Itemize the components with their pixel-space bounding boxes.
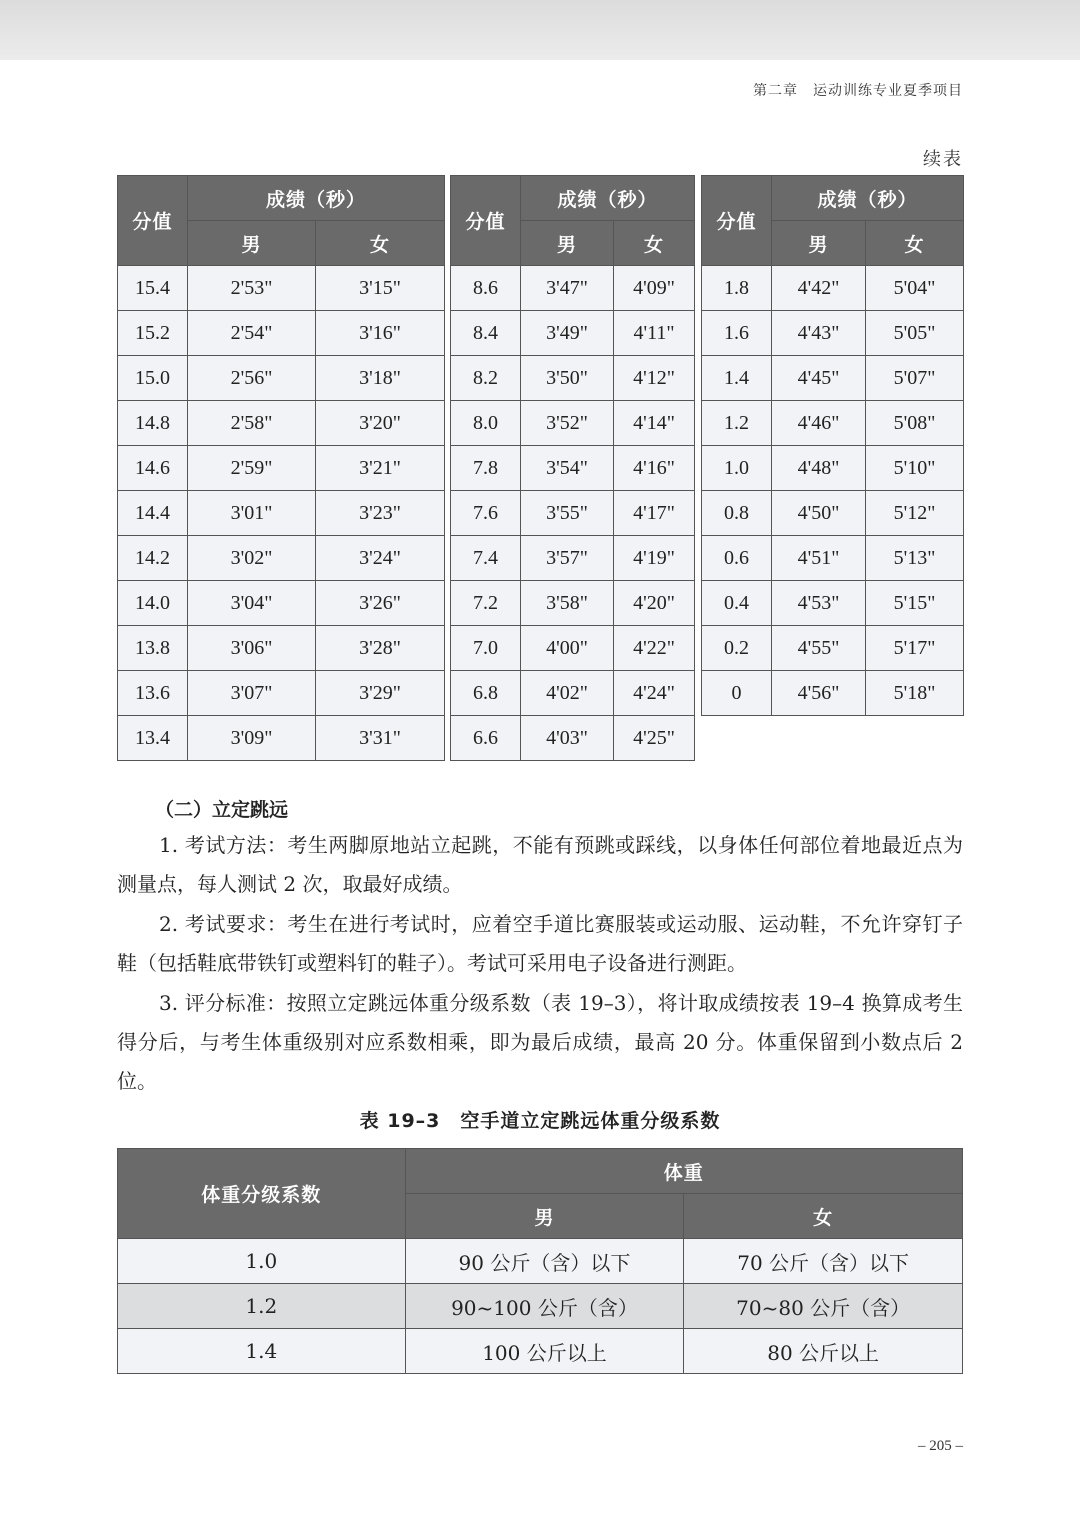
male-time-cell: 3'57" bbox=[521, 536, 614, 581]
male-time-cell: 4'55" bbox=[772, 626, 866, 671]
female-time-cell: 5'07" bbox=[866, 356, 964, 401]
female-time-cell: 4'12" bbox=[614, 356, 695, 401]
score-header: 分值 bbox=[702, 176, 772, 266]
table-row bbox=[451, 626, 695, 671]
male-time-cell: 3'02" bbox=[188, 536, 316, 581]
male-time-cell: 3'55" bbox=[521, 491, 614, 536]
female-time-cell: 3'15" bbox=[316, 266, 445, 311]
female-time-cell: 3'23" bbox=[316, 491, 445, 536]
female-time-cell: 5'05" bbox=[866, 311, 964, 356]
female-time-cell: 3'31" bbox=[316, 716, 445, 761]
score-cell: 1.2 bbox=[702, 401, 772, 446]
score-cell: 14.4 bbox=[118, 491, 188, 536]
page-top-shade bbox=[0, 0, 1080, 60]
score-cell: 7.6 bbox=[451, 491, 521, 536]
page-number: – 205 – bbox=[918, 1438, 963, 1454]
female-time-cell: 3'28" bbox=[316, 626, 445, 671]
female-header: 女 bbox=[866, 221, 964, 266]
score-cell: 8.4 bbox=[451, 311, 521, 356]
score-cell: 0.2 bbox=[702, 626, 772, 671]
female-time-cell: 5'04" bbox=[866, 266, 964, 311]
male-time-cell: 2'54" bbox=[188, 311, 316, 356]
female-time-cell: 4'19" bbox=[614, 536, 695, 581]
section-title: （二）立定跳远 bbox=[155, 799, 289, 821]
male-time-cell: 4'56" bbox=[772, 671, 866, 716]
score-table-2 bbox=[450, 175, 695, 761]
male-time-cell: 4'43" bbox=[772, 311, 866, 356]
paragraph-scoring: 3. 评分标准：按照立定跳远体重分级系数（表 19–3），将计取成绩按表 19–4 换算成考生得分后，与考生体重级别对应系数相乘，即为最后成绩，最高 20 分。体重保留到小数点后 2 位。 bbox=[117, 991, 963, 1093]
table-row bbox=[451, 581, 695, 626]
male-time-cell: 3'50" bbox=[521, 356, 614, 401]
male-time-cell: 4'00" bbox=[521, 626, 614, 671]
male-header: 男 bbox=[188, 221, 316, 266]
table-row bbox=[118, 536, 445, 581]
female-time-cell: 4'25" bbox=[614, 716, 695, 761]
score-cell: 14.8 bbox=[118, 401, 188, 446]
table-row bbox=[702, 536, 964, 581]
male-header: 男 bbox=[521, 221, 614, 266]
male-weight-cell: 100 公斤以上 bbox=[405, 1329, 684, 1374]
male-header: 男 bbox=[405, 1194, 684, 1239]
table-row bbox=[702, 356, 964, 401]
coefficient-cell: 1.0 bbox=[118, 1239, 406, 1284]
score-cell: 8.0 bbox=[451, 401, 521, 446]
table-row bbox=[451, 716, 695, 761]
female-time-cell: 3'18" bbox=[316, 356, 445, 401]
table-row bbox=[118, 1239, 963, 1284]
score-cell: 0.8 bbox=[702, 491, 772, 536]
male-header: 男 bbox=[772, 221, 866, 266]
coefficient-cell: 1.2 bbox=[118, 1284, 406, 1329]
score-cell: 1.4 bbox=[702, 356, 772, 401]
table-row bbox=[118, 581, 445, 626]
score-cell: 14.6 bbox=[118, 446, 188, 491]
score-cell: 1.6 bbox=[702, 311, 772, 356]
score-table-3 bbox=[701, 175, 964, 716]
male-time-cell: 3'04" bbox=[188, 581, 316, 626]
table-row bbox=[451, 311, 695, 356]
score-cell: 7.8 bbox=[451, 446, 521, 491]
male-time-cell: 4'45" bbox=[772, 356, 866, 401]
continued-label: 续表 bbox=[923, 149, 963, 170]
male-time-cell: 3'01" bbox=[188, 491, 316, 536]
female-weight-cell: 80 公斤以上 bbox=[684, 1329, 963, 1374]
female-weight-cell: 70~80 公斤（含） bbox=[684, 1284, 963, 1329]
table-row bbox=[118, 1284, 963, 1329]
male-time-cell: 3'54" bbox=[521, 446, 614, 491]
female-time-cell: 5'12" bbox=[866, 491, 964, 536]
score-cell: 0 bbox=[702, 671, 772, 716]
female-time-cell: 4'20" bbox=[614, 581, 695, 626]
female-time-cell: 3'26" bbox=[316, 581, 445, 626]
male-time-cell: 3'07" bbox=[188, 671, 316, 716]
male-time-cell: 3'58" bbox=[521, 581, 614, 626]
table-row bbox=[702, 311, 964, 356]
male-time-cell: 2'59" bbox=[188, 446, 316, 491]
result-header: 成绩（秒） bbox=[772, 176, 964, 221]
weight-header: 体重 bbox=[405, 1149, 962, 1194]
table-row bbox=[702, 626, 964, 671]
female-time-cell: 4'22" bbox=[614, 626, 695, 671]
table-row bbox=[118, 356, 445, 401]
table-row bbox=[118, 716, 445, 761]
female-time-cell: 5'08" bbox=[866, 401, 964, 446]
table-row bbox=[118, 266, 445, 311]
score-cell: 1.8 bbox=[702, 266, 772, 311]
male-time-cell: 4'48" bbox=[772, 446, 866, 491]
female-time-cell: 5'18" bbox=[866, 671, 964, 716]
table-row bbox=[118, 1329, 963, 1374]
male-time-cell: 2'56" bbox=[188, 356, 316, 401]
score-cell: 8.6 bbox=[451, 266, 521, 311]
female-header: 女 bbox=[614, 221, 695, 266]
male-time-cell: 4'51" bbox=[772, 536, 866, 581]
score-cell: 0.4 bbox=[702, 581, 772, 626]
table-row bbox=[118, 671, 445, 716]
female-time-cell: 4'24" bbox=[614, 671, 695, 716]
male-time-cell: 2'58" bbox=[188, 401, 316, 446]
score-cell: 6.8 bbox=[451, 671, 521, 716]
weight-coefficient-table bbox=[117, 1148, 963, 1374]
female-time-cell: 5'10" bbox=[866, 446, 964, 491]
score-cell: 1.0 bbox=[702, 446, 772, 491]
table-row bbox=[451, 491, 695, 536]
score-cell: 13.4 bbox=[118, 716, 188, 761]
paragraph-requirements: 2. 考试要求：考生在进行考试时，应着空手道比赛服装或运动服、运动鞋，不允许穿钉子鞋（包括鞋底带铁钉或塑料钉的鞋子）。考试可采用电子设备进行测距。 bbox=[117, 912, 963, 975]
table-row bbox=[702, 491, 964, 536]
male-time-cell: 3'09" bbox=[188, 716, 316, 761]
female-header: 女 bbox=[316, 221, 445, 266]
male-time-cell: 3'52" bbox=[521, 401, 614, 446]
female-time-cell: 3'20" bbox=[316, 401, 445, 446]
male-time-cell: 3'47" bbox=[521, 266, 614, 311]
female-time-cell: 3'16" bbox=[316, 311, 445, 356]
table-row bbox=[118, 626, 445, 671]
score-cell: 15.4 bbox=[118, 266, 188, 311]
female-time-cell: 4'17" bbox=[614, 491, 695, 536]
female-time-cell: 5'13" bbox=[866, 536, 964, 581]
female-time-cell: 3'21" bbox=[316, 446, 445, 491]
coefficient-header: 体重分级系数 bbox=[118, 1149, 406, 1239]
male-time-cell: 3'06" bbox=[188, 626, 316, 671]
table-row bbox=[702, 671, 964, 716]
male-time-cell: 4'53" bbox=[772, 581, 866, 626]
score-header: 分值 bbox=[118, 176, 188, 266]
score-cell: 6.6 bbox=[451, 716, 521, 761]
female-time-cell: 4'16" bbox=[614, 446, 695, 491]
table-row bbox=[118, 491, 445, 536]
running-head: 第二章 运动训练专业夏季项目 bbox=[753, 83, 963, 99]
female-time-cell: 4'14" bbox=[614, 401, 695, 446]
table-row bbox=[451, 266, 695, 311]
score-cell: 8.2 bbox=[451, 356, 521, 401]
table-row bbox=[451, 671, 695, 716]
score-cell: 14.0 bbox=[118, 581, 188, 626]
male-weight-cell: 90~100 公斤（含） bbox=[405, 1284, 684, 1329]
table-row bbox=[702, 266, 964, 311]
table-row bbox=[451, 401, 695, 446]
female-time-cell: 5'15" bbox=[866, 581, 964, 626]
score-cell: 15.2 bbox=[118, 311, 188, 356]
table-row bbox=[118, 401, 445, 446]
male-time-cell: 2'53" bbox=[188, 266, 316, 311]
score-cell: 0.6 bbox=[702, 536, 772, 581]
score-cell: 7.2 bbox=[451, 581, 521, 626]
female-weight-cell: 70 公斤（含）以下 bbox=[684, 1239, 963, 1284]
table-row bbox=[451, 356, 695, 401]
female-header: 女 bbox=[684, 1194, 963, 1239]
result-header: 成绩（秒） bbox=[188, 176, 445, 221]
table-row bbox=[451, 446, 695, 491]
score-cell: 14.2 bbox=[118, 536, 188, 581]
score-header: 分值 bbox=[451, 176, 521, 266]
score-cell: 7.4 bbox=[451, 536, 521, 581]
result-header: 成绩（秒） bbox=[521, 176, 695, 221]
table-row bbox=[118, 311, 445, 356]
coefficient-cell: 1.4 bbox=[118, 1329, 406, 1374]
table-row bbox=[702, 446, 964, 491]
male-weight-cell: 90 公斤（含）以下 bbox=[405, 1239, 684, 1284]
paragraph-method: 1. 考试方法：考生两脚原地站立起跳，不能有预跳或踩线，以身体任何部位着地最近点为测量点，每人测试 2 次，取最好成绩。 bbox=[117, 833, 963, 896]
table-caption: 表 19–3 空手道立定跳远体重分级系数 bbox=[359, 1110, 721, 1132]
score-cell: 13.6 bbox=[118, 671, 188, 716]
score-table-1 bbox=[117, 175, 445, 761]
female-time-cell: 4'11" bbox=[614, 311, 695, 356]
female-time-cell: 5'17" bbox=[866, 626, 964, 671]
female-time-cell: 3'29" bbox=[316, 671, 445, 716]
female-time-cell: 3'24" bbox=[316, 536, 445, 581]
male-time-cell: 4'42" bbox=[772, 266, 866, 311]
male-time-cell: 4'46" bbox=[772, 401, 866, 446]
score-cell: 7.0 bbox=[451, 626, 521, 671]
score-cell: 15.0 bbox=[118, 356, 188, 401]
male-time-cell: 4'02" bbox=[521, 671, 614, 716]
table-row bbox=[702, 581, 964, 626]
table-row bbox=[118, 446, 445, 491]
table-row bbox=[451, 536, 695, 581]
male-time-cell: 3'49" bbox=[521, 311, 614, 356]
score-cell: 13.8 bbox=[118, 626, 188, 671]
table-row bbox=[702, 401, 964, 446]
male-time-cell: 4'50" bbox=[772, 491, 866, 536]
male-time-cell: 4'03" bbox=[521, 716, 614, 761]
female-time-cell: 4'09" bbox=[614, 266, 695, 311]
